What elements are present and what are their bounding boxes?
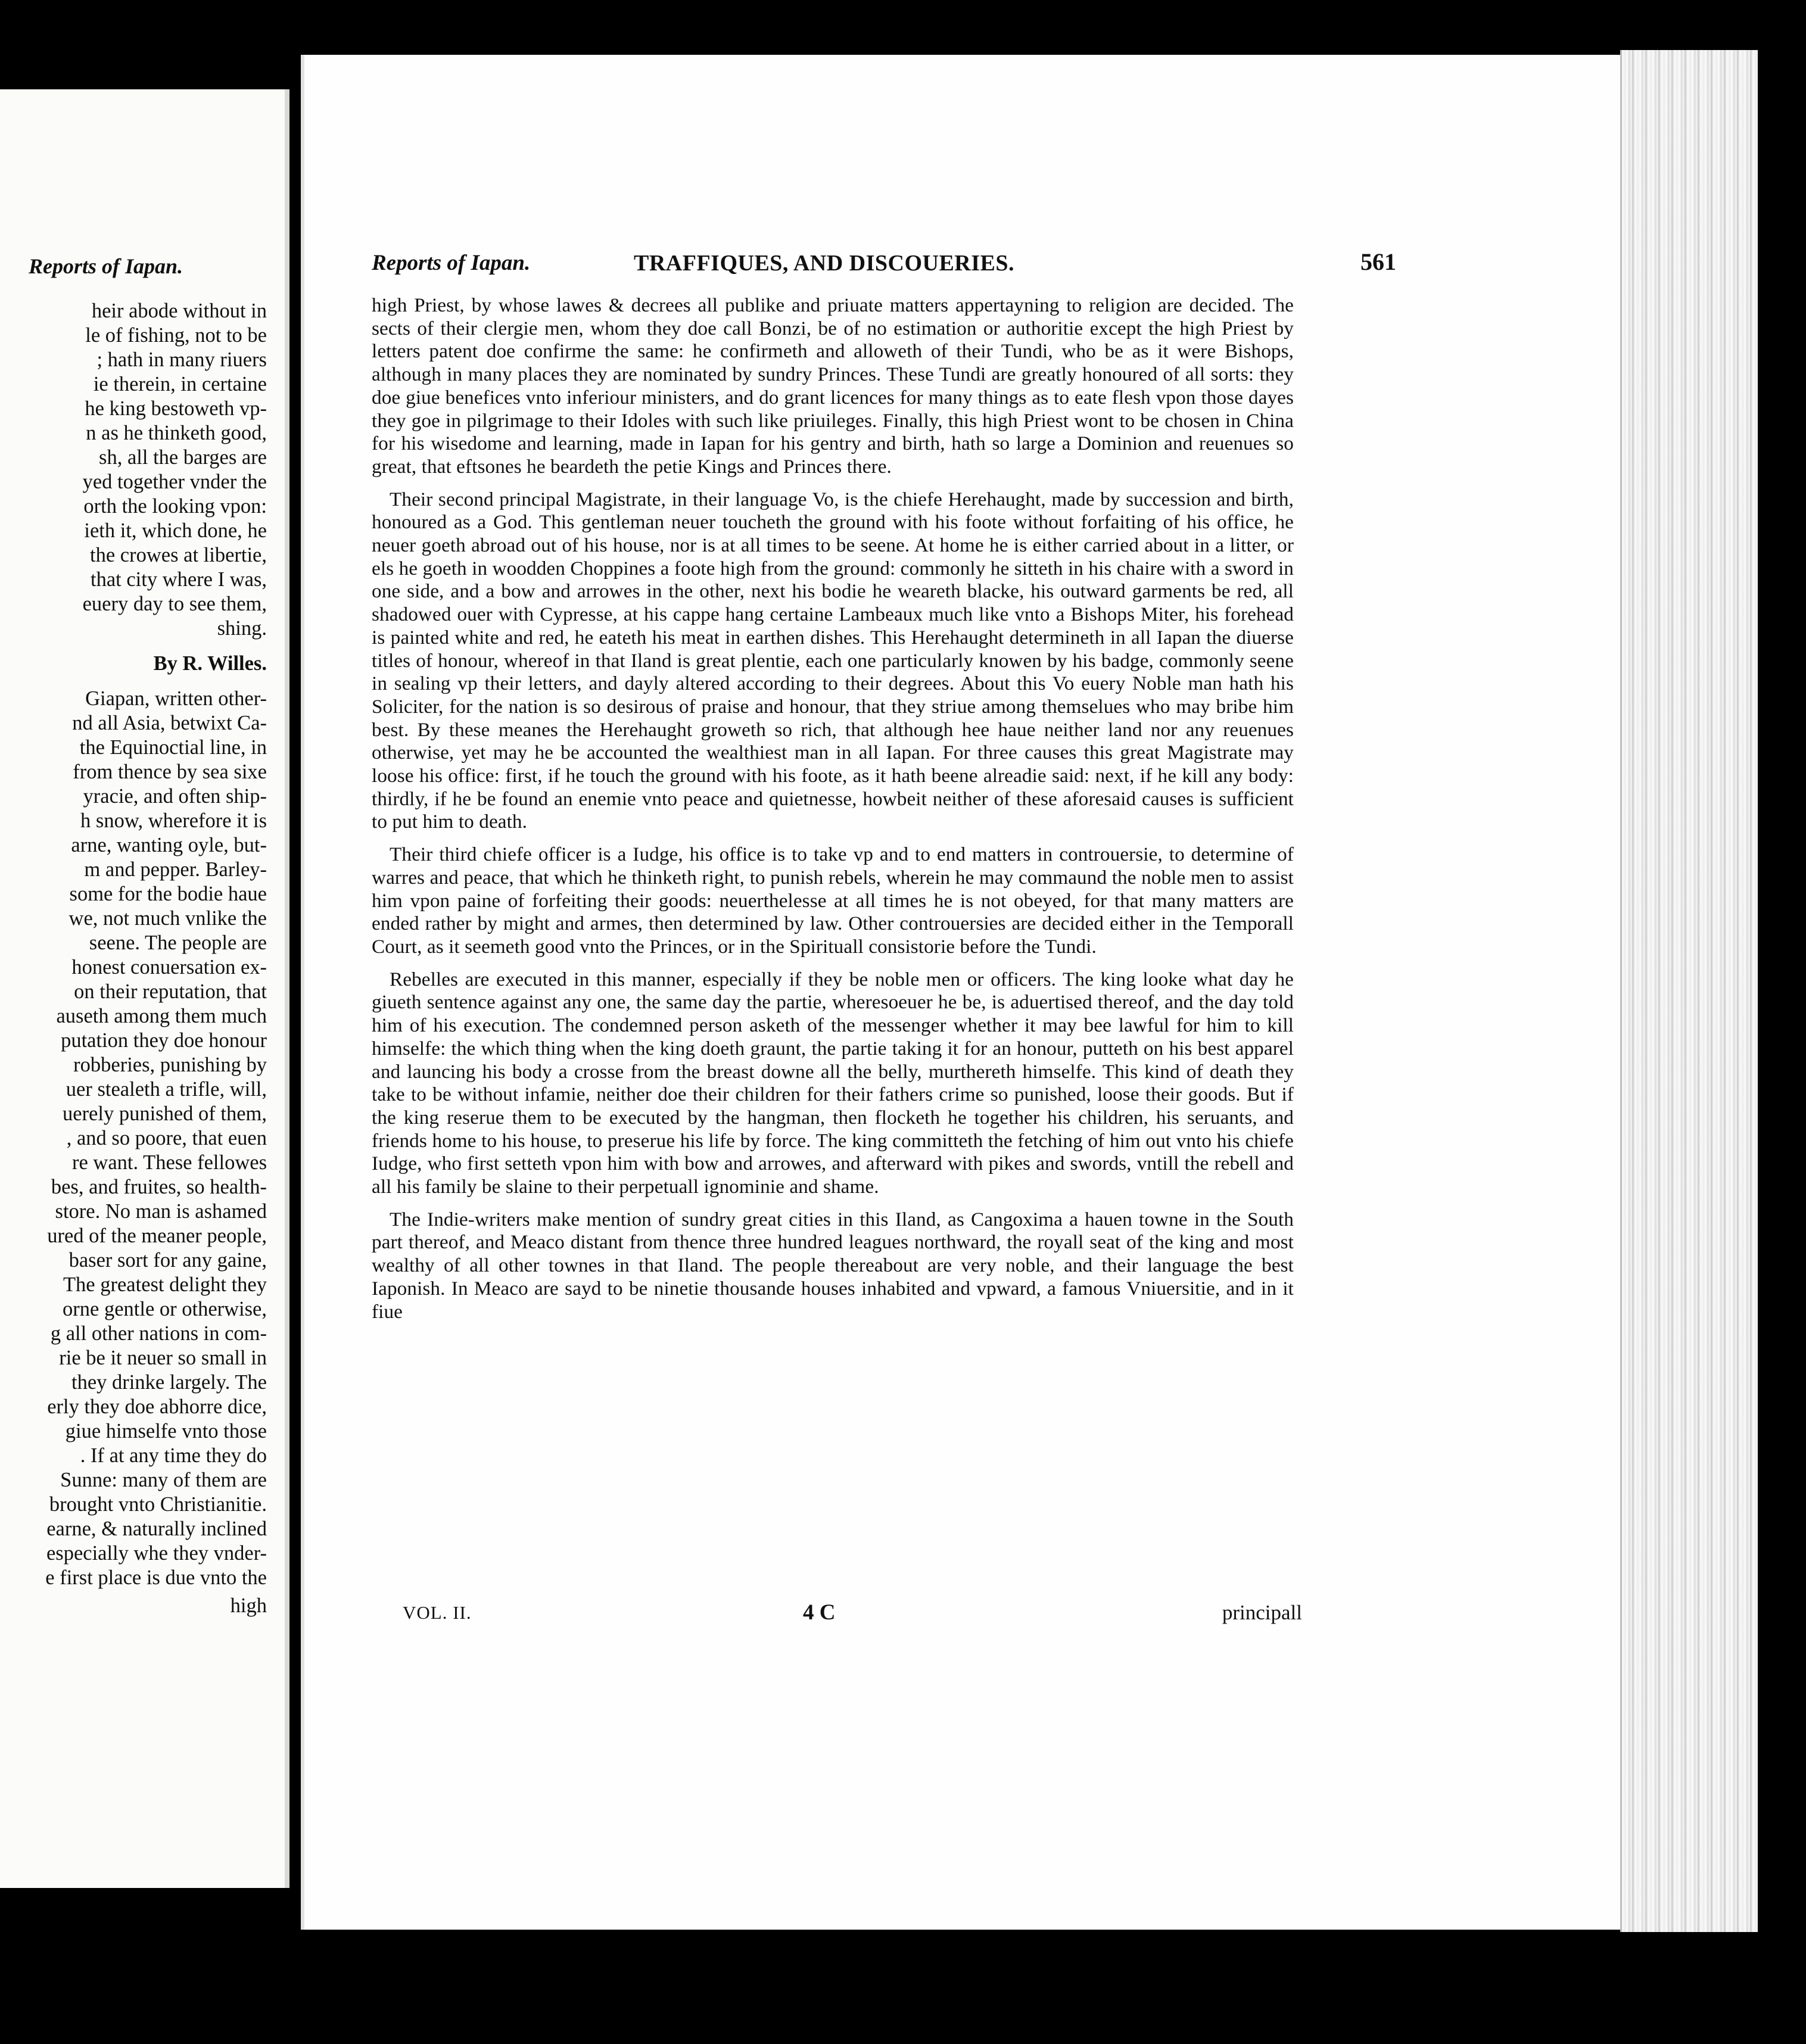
left-line: le of fishing, not to be <box>85 324 267 347</box>
left-section-heading: By R. Willes. <box>153 652 267 675</box>
catchword: principall <box>1222 1601 1302 1624</box>
left-line: rie be it neuer so small in <box>59 1347 267 1369</box>
left-line: , and so poore, that euen <box>66 1127 267 1149</box>
left-line: nd all Asia, betwixt Ca- <box>72 712 267 734</box>
left-line: from thence by sea sixe <box>73 761 267 783</box>
left-line: especially whe they vnder- <box>46 1542 267 1565</box>
left-line: ie therein, in certaine <box>93 373 267 395</box>
book-page-edges <box>1620 50 1758 1932</box>
left-line: heir abode without in <box>91 300 267 322</box>
left-line: bes, and fruites, so health- <box>51 1176 267 1198</box>
left-line: that city where I was, <box>90 568 267 591</box>
left-line: The greatest delight they <box>63 1273 267 1296</box>
left-line: giue himselfe vnto those <box>65 1420 267 1442</box>
page-number: 561 <box>1360 248 1396 275</box>
left-line: they drinke largely. The <box>71 1371 267 1394</box>
left-line: honest conuersation ex- <box>71 956 267 979</box>
paragraph-high-priest: high Priest, by whose lawes & decrees all publike and priuate matters appertayning to religion are decided. The sects of their clergie men, whom they doe call Bonzi, be of no estimation or authoritie except the high Priest by letters patent doe confirme the same: he confirmeth and alloweth of their Tundi, who be as it were Bishops, although in many places they are nominated by sundry Princes. These Tundi are greatly honoured of all sorts: they doe giue benefices vnto inferiour ministers, and do grant licences for many things as to eate flesh vpon those dayes they goe in pilgrimage to their Idoles with such like priuileges. Finally, this high Priest wont to be chosen in China for his wisedome and learning, made in Iapan for his gentry and birth, hath so large a Dominion and reuenues so great, that eftsones he beardeth the petie Kings and Princes there. <box>372 294 1294 478</box>
previous-page <box>0 89 289 1888</box>
left-line: ieth it, which done, he <box>84 519 267 542</box>
left-line: store. No man is ashamed <box>55 1200 267 1223</box>
running-title: TRAFFIQUES, AND DISCOUERIES. <box>634 251 1015 276</box>
left-line: yed together vnder the <box>82 471 267 493</box>
left-line: brought vnto Christianitie. <box>49 1493 267 1516</box>
left-catchword: high <box>230 1594 267 1617</box>
left-line: ured of the meaner people, <box>47 1224 267 1247</box>
left-line: seene. The people are <box>89 931 267 954</box>
left-line: the crowes at libertie, <box>90 544 267 566</box>
left-line: ; hath in many riuers <box>96 348 267 371</box>
left-line: Sunne: many of them are <box>60 1469 267 1491</box>
left-line: n as he thinketh good, <box>86 422 267 444</box>
left-line: auseth among them much <box>56 1005 267 1027</box>
left-line: e first place is due vnto the <box>45 1566 267 1589</box>
left-line: h snow, wherefore it is <box>80 809 267 832</box>
paragraph-cities: The Indie-writers make mention of sundry great cities in this Iland, as Cangoxima a hauen towne in the South part thereof, and Meaco distant from thence three hundred leagues northward, the royall seat of the king and most wealthy of all other townes in that Iland. The people thereabout are very noble, and their language the best Iaponish. In Meaco are sayd to be ninetie thousande houses inhabited and vpward, a famous Vniuersitie, and in it fiue <box>372 1208 1294 1323</box>
page-footer <box>403 1602 1302 1628</box>
left-line: shing. <box>217 617 267 640</box>
left-line: euery day to see them, <box>82 593 267 615</box>
left-line: baser sort for any gaine, <box>68 1249 267 1272</box>
left-line: putation they doe honour <box>61 1029 267 1052</box>
left-line: g all other nations in com- <box>50 1322 267 1345</box>
left-line: earne, & naturally inclined <box>46 1518 267 1540</box>
left-line: re want. These fellowes <box>72 1151 267 1174</box>
volume-mark: VOL. II. <box>403 1602 472 1623</box>
left-page-text <box>0 299 267 1618</box>
paragraph-rebels: Rebelles are executed in this manner, especially if they be noble men or officers. The king looke what day he giueth sentence against any one, the same day the partie, wheresoeuer he be, is aduertised thereof, and the day told him of his execution. The condemned person asketh of the messenger whether it may bee lawful for him to kill himselfe: the which thing when the king doeth graunt, the partie taking it for an honour, putteth on his best apparel and launcing his body a crosse from the breast downe all the belly, murthereth himselfe. This kind of death they take to be without infamie, neither doe their children for their fathers crime so punished, loose their goods. But if the king reserue them to be executed by the hangman, then flocketh he together his children, his seruants, and friends home to his house, to preserue his life by force. The king committeth the fetching of him out vnto his chiefe Iudge, who first setteth vpon him with bow and arrowes, and afterward with pikes and swords, vntill the rebell and all his family be slaine to their perpetuall ignominie and shame. <box>372 968 1294 1198</box>
running-section-head: Reports of Iapan. <box>372 251 531 275</box>
left-running-head: Reports of Iapan. <box>29 254 183 278</box>
signature-mark: 4 C <box>803 1600 836 1625</box>
left-line: sh, all the barges are <box>99 446 267 469</box>
left-line: robberies, punishing by <box>73 1054 267 1076</box>
left-line: orne gentle or otherwise, <box>63 1298 267 1320</box>
page-header <box>372 250 1396 280</box>
left-line: some for the bodie haue <box>69 883 267 905</box>
left-line: he king bestoweth vp- <box>85 397 267 420</box>
left-line: yracie, and often ship- <box>83 785 267 808</box>
left-line: uer stealeth a trifle, will, <box>66 1078 267 1101</box>
left-line: m and pepper. Barley- <box>84 858 267 881</box>
left-line: on their reputation, that <box>74 980 267 1003</box>
paragraph-second-magistrate: Their second principal Magistrate, in their language Vo, is the chiefe Herehaught, made by succession and birth, honoured as a God. This gentleman neuer toucheth the ground with his foote without forfaiting of his office, he neuer goeth abroad out of his house, nor is at all times to be seene. At home he is either carried about in a litter, or els he goeth in woodden Choppines a foote high from the ground: commonly he sitteth in his chaire with a sword in one side, and a bow and arrowes in the other, next his bodie he weareth blacke, his outward garments be red, all shadowed ouer with Cypresse, at his cappe hang certaine Lambeaux much like vnto a Bishops Miter, his forehead is painted white and red, he eateth his meat in earthen dishes. This Herehaught determineth in all Iapan the diuerse titles of honour, whereof in that Iland is great plentie, each one particularly knowen by his badge, commonly seene in sealing vp their letters, and dayly altered according to their degrees. About this Vo euery Noble man hath his Soliciter, for the nation is so desirous of praise and honour, that they striue among themselues who may bribe him best. By these meanes the Herehaught groweth so rich, that although hee haue neither land nor any reuenues otherwise, yet may he be accounted the wealthiest man in all Iapan. For three causes this great Magistrate may loose his office: first, if he touch the ground with his foote, as it hath beene alreadie said: next, if he kill any body: thirdly, if he be found an enemie vnto peace and quietnesse, howbeit neither of these aforesaid causes is sufficient to put him to death. <box>372 488 1294 833</box>
left-line: orth the looking vpon: <box>83 495 267 518</box>
left-line: . If at any time they do <box>80 1444 267 1467</box>
left-line: the Equinoctial line, in <box>79 736 267 759</box>
left-line: we, not much vnlike the <box>68 907 267 930</box>
left-line: Giapan, written other- <box>85 687 267 710</box>
page-body <box>372 294 1294 1323</box>
left-line: arne, wanting oyle, but- <box>71 834 267 856</box>
left-line: uerely punished of them, <box>63 1102 267 1125</box>
left-line: erly they doe abhorre dice, <box>47 1395 267 1418</box>
paragraph-third-officer: Their third chiefe officer is a Iudge, his office is to take vp and to end matters in controuersie, to determine of warres and peace, that which he thinketh right, to punish rebels, wherein he may commaund the noble men to assist him vpon paine of forfeiting their goods: neuerthelesse at all times he is not obeyed, for that many matters are ended rather by might and armes, then determined by law. Other controuersies are decided either in the Temporall Court, as it seemeth good vnto the Princes, or in the Spirituall consistorie before the Tundi. <box>372 843 1294 958</box>
